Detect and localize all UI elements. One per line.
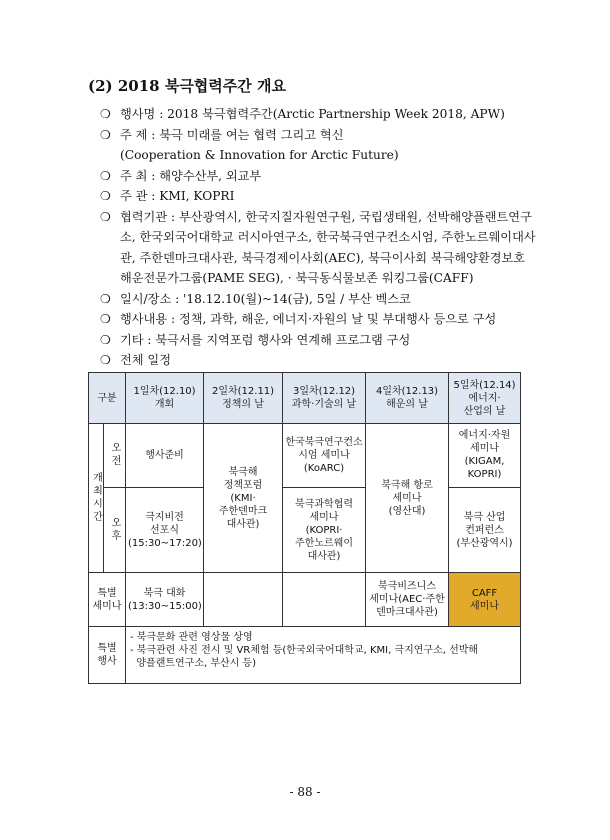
overview-item-text: 주 관 : KMI, KOPRI bbox=[120, 189, 235, 203]
special-event-label bbox=[89, 626, 126, 683]
overview-item-text: 주 최 : 해양수산부, 외교부 bbox=[120, 168, 262, 183]
pm-label: 오후 bbox=[104, 487, 126, 573]
overview-item-text: 주 제 : 북극 미래를 여는 협력 그리고 혁신 bbox=[120, 127, 344, 142]
cell-line: - 북극문화 관련 영상물 상영 bbox=[130, 631, 253, 643]
header-day5 bbox=[449, 373, 521, 424]
section-title: (2) 2018 북극협력주간 개요 bbox=[88, 77, 286, 95]
overview-item-text: (Cooperation & Innovation for Arctic Future) bbox=[120, 148, 399, 162]
cell-line: 양플랜트연구소, 부산시 등) bbox=[130, 657, 257, 669]
header-day1 bbox=[126, 373, 204, 424]
day1-special-cell bbox=[126, 573, 204, 626]
cell-line: 선포식 bbox=[150, 524, 179, 536]
cell-line: 3일차(12.12) bbox=[292, 386, 356, 398]
cell-line: CAFF bbox=[471, 587, 498, 599]
cell-line: (13:30~15:00) bbox=[128, 600, 202, 612]
cell-line: 북극해 항로 bbox=[381, 479, 433, 491]
bullet-circle-icon: ❍ bbox=[100, 353, 111, 367]
cell-line: 세미나 bbox=[92, 600, 122, 612]
overview-item-text: 행사내용 : 정책, 과학, 해운, 에너지·자원의 날 및 부대행사 등으로 구성 bbox=[120, 312, 497, 326]
page-number: - 88 - bbox=[289, 785, 321, 799]
cell-line: 정책의 날 bbox=[222, 399, 264, 411]
cell-line: (영산대) bbox=[388, 505, 426, 517]
overview-item bbox=[100, 125, 540, 166]
cell-line: 특별 bbox=[97, 642, 117, 654]
cell-line: 시엄 세미나 bbox=[298, 449, 350, 461]
cell-line: 덴마크대사관) bbox=[376, 607, 438, 619]
overview-item-text: 일시/장소 : '18.12.10(월)~14(금), 5일 / 부산 벡스코 bbox=[120, 291, 411, 306]
cell-line: 북극비즈니스 bbox=[378, 581, 436, 593]
cell-line: 북극 대화 bbox=[143, 587, 186, 599]
cell-line: 5일차(12.14) bbox=[453, 379, 516, 391]
cell-line: 산업의 날 bbox=[463, 405, 506, 417]
special-event-notes bbox=[126, 626, 521, 683]
day3-am-cell bbox=[283, 424, 366, 487]
cell-line: 에너지· bbox=[468, 392, 501, 404]
cell-line: 북극 산업 bbox=[463, 511, 506, 523]
cell-line: (15:30~17:20) bbox=[128, 537, 202, 549]
overview-item bbox=[100, 350, 540, 371]
day1-am-cell bbox=[126, 424, 204, 487]
day1-pm-cell bbox=[126, 487, 204, 573]
cell-line: 행사 bbox=[97, 655, 117, 667]
cell-line: 1일차(12.10) bbox=[133, 386, 196, 398]
cell-line: 에너지·자원 bbox=[458, 430, 511, 442]
day2-special-cell bbox=[204, 573, 283, 626]
bullet-circle-icon: ❍ bbox=[100, 332, 111, 347]
overview-item bbox=[100, 166, 540, 187]
overview-item bbox=[100, 104, 540, 125]
header-category: 구분 bbox=[89, 373, 126, 424]
cell-line: (KOPRI· bbox=[305, 524, 343, 536]
cell-line: 대사관) bbox=[307, 550, 341, 562]
cell-line: 과학·기술의 날 bbox=[291, 399, 357, 411]
header-day4 bbox=[366, 373, 449, 424]
cell-line: 4일차(12.13) bbox=[375, 386, 439, 398]
cell-line: 해운의 날 bbox=[386, 399, 428, 411]
cell-line: 대사관) bbox=[226, 518, 260, 530]
am-label: 오전 bbox=[104, 424, 126, 487]
day4-special-cell bbox=[366, 573, 449, 626]
cell-line: 행사준비 bbox=[145, 449, 184, 461]
overview-list bbox=[100, 104, 540, 371]
overview-item bbox=[100, 330, 540, 351]
day3-pm-cell bbox=[283, 487, 366, 573]
overview-item-text: 협력기관 : 부산광역시, 한국지질자원연구원, 국립생태원, 선박해양플랜트연구소, 한국외국어대학교 러시아연구소, 한국북극연구컨소시엄, 주한노르웨이대사관, 주한덴마크대사관, 북극경제이사회(AEC), 북극이사회 북극해양환경보호 해운전문가그룹(PAME SEG), · 북극동식물보존 워킹그룹(CAFF) bbox=[120, 209, 536, 285]
cell-line: 컨퍼런스 bbox=[465, 524, 504, 536]
bullet-circle-icon: ❍ bbox=[100, 209, 111, 224]
schedule-table bbox=[88, 372, 521, 684]
overview-item-text: 전체 일정 bbox=[120, 353, 171, 367]
cell-line: 극지비전 bbox=[145, 511, 184, 523]
cell-line: 한국북극연구컨소 bbox=[285, 436, 363, 448]
day5-caff-cell bbox=[449, 573, 521, 626]
cell-line: 주한노르웨이 bbox=[295, 537, 353, 549]
cell-line: KOPRI) bbox=[467, 469, 502, 481]
cell-line: 특별 bbox=[97, 587, 117, 599]
overview-item-text: 행사명 : 2018 북극협력주간(Arctic Partnership Week 2018, APW) bbox=[120, 107, 505, 121]
cell-line: - 북극관련 사진 전시 및 VR체험 등(한국외국어대학교, KMI, 극지연구소, 선박해 bbox=[130, 644, 479, 656]
bullet-circle-icon: ❍ bbox=[100, 189, 111, 203]
overview-item bbox=[100, 289, 540, 310]
cell-line: 정책포럼 bbox=[223, 479, 263, 491]
cell-line: 2일차(12.11) bbox=[211, 386, 275, 398]
bullet-circle-icon: ❍ bbox=[100, 168, 111, 183]
cell-line: (부산광역시) bbox=[456, 537, 513, 549]
special-seminar-label bbox=[89, 573, 126, 626]
group-label-time: 개최시간 bbox=[89, 424, 104, 573]
day4-seminar-cell bbox=[366, 424, 449, 573]
cell-line: (KMI· bbox=[230, 492, 256, 504]
overview-item-text: 기타 : 북극서를 지역포럼 행사와 연계해 프로그램 구성 bbox=[120, 332, 411, 347]
cell-line: 개회 bbox=[154, 399, 175, 411]
cell-line: 북극해 bbox=[228, 466, 258, 478]
overview-item bbox=[100, 309, 540, 330]
cell-line: (KoARC) bbox=[303, 462, 345, 474]
overview-item bbox=[100, 186, 540, 207]
cell-line: (KIGAM, bbox=[464, 456, 505, 468]
cell-line: 세미나 bbox=[309, 511, 339, 523]
bullet-circle-icon: ❍ bbox=[100, 312, 111, 326]
day3-special-cell bbox=[283, 573, 366, 626]
header-day3 bbox=[283, 373, 366, 424]
cell-line: 주한덴마크 bbox=[218, 505, 268, 517]
cell-line: 북극과학협력 bbox=[295, 498, 353, 510]
day5-am-cell bbox=[449, 424, 521, 487]
day5-pm-cell bbox=[449, 487, 521, 573]
bullet-circle-icon: ❍ bbox=[100, 127, 111, 142]
cell-line: 세미나 bbox=[470, 443, 499, 455]
day2-forum-cell bbox=[204, 424, 283, 573]
bullet-circle-icon: ❍ bbox=[100, 291, 111, 306]
header-day2 bbox=[204, 373, 283, 424]
cell-line: 세미나(AEC·주한 bbox=[369, 594, 445, 606]
bullet-circle-icon: ❍ bbox=[100, 107, 111, 121]
overview-item bbox=[100, 207, 540, 289]
cell-line: 세미나 bbox=[470, 600, 499, 612]
cell-line: 세미나 bbox=[392, 492, 422, 504]
